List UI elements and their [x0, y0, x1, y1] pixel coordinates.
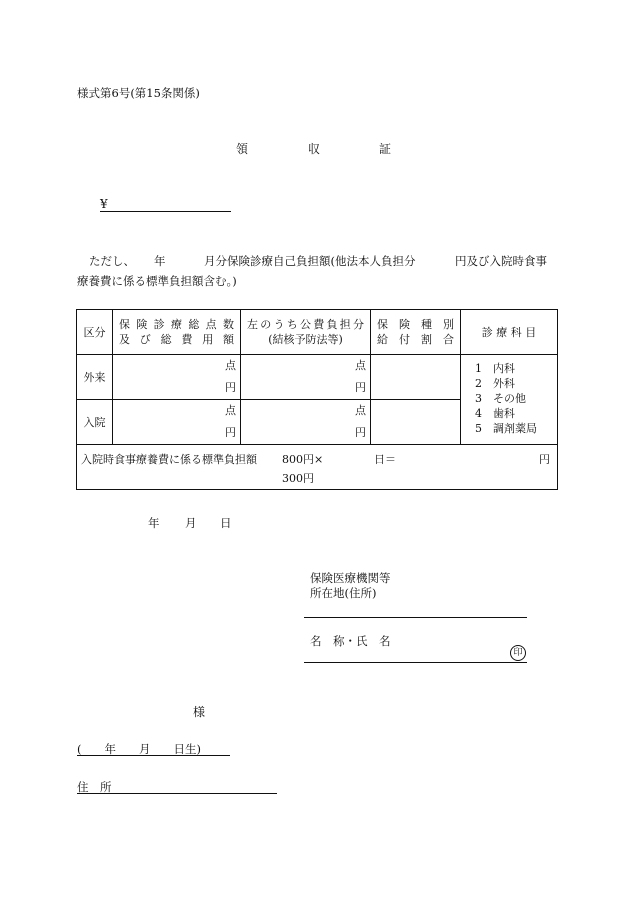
tadashi-lead: ただし、 [89, 254, 135, 268]
header-insurance-line2: 給 付 割 合 [377, 333, 454, 346]
outpatient-public-yen-unit: 円 [241, 377, 371, 400]
inpatient-yen-unit: 円 [113, 422, 241, 445]
name-underline [304, 662, 527, 663]
recipient-address-label: 住 所 [77, 780, 112, 794]
outpatient-points-unit: 点 [113, 355, 241, 378]
meal-cost-row [77, 445, 558, 490]
header-public-line1: 左のうち公費負担分 [247, 318, 364, 331]
title-char-3: 証 [379, 142, 392, 156]
department-item: 4 歯科 [475, 407, 515, 420]
date-year: 年 [148, 516, 160, 530]
department-list [461, 355, 558, 445]
row-outpatient-label: 外来 [77, 355, 113, 400]
department-item: 2 外科 [475, 377, 515, 390]
date-day: 日 [220, 516, 232, 530]
inpatient-public-yen-unit: 円 [241, 422, 371, 445]
department-item: 1 内科 [475, 362, 515, 375]
title-char-1: 領 [236, 142, 249, 156]
tadashi-yen-text: 円及び入院時食事 [455, 254, 547, 268]
seal-mark: 印 [510, 645, 526, 661]
inpatient-points-unit: 点 [113, 400, 241, 423]
address-line [77, 793, 277, 794]
inpatient-insurance-cell [371, 400, 461, 445]
header-points-line2: 及び総費用額 [119, 333, 234, 346]
address-underline [304, 617, 527, 618]
meal-rate-300: 300円 [282, 472, 314, 485]
department-item: 3 その他 [475, 392, 526, 405]
header-public-line2: (結核予防法等) [268, 333, 343, 346]
header-points-line1: 保険診療総点数 [119, 318, 234, 331]
institution-address-label: 所在地(住所) [310, 586, 377, 600]
header-kubun: 区分 [77, 310, 113, 355]
institution-label: 保険医療機関等 [310, 571, 391, 585]
amount-underline [100, 211, 231, 212]
yen-mark: ¥ [100, 197, 108, 211]
header-public [241, 310, 371, 355]
tadashi-month-text: 月分保険診療自己負担額(他法本人負担分 [204, 254, 416, 268]
row-inpatient-label: 入院 [77, 400, 113, 445]
meal-rate-800: 800円× [282, 453, 324, 466]
header-insurance [371, 310, 461, 355]
outpatient-yen-unit: 円 [113, 377, 241, 400]
tadashi-year: 年 [154, 254, 166, 268]
recipient-sama: 様 [193, 705, 206, 719]
date-month: 月 [185, 516, 197, 530]
receipt-table [76, 309, 558, 490]
institution-block [310, 571, 391, 601]
meal-yen: 円 [539, 453, 550, 466]
header-points [113, 310, 241, 355]
title-char-2: 収 [308, 142, 321, 156]
meal-cost-label: 入院時食事療養費に係る標準負担額 [81, 453, 257, 466]
outpatient-insurance-cell [371, 355, 461, 400]
form-number: 様式第6号(第15条関係) [77, 86, 200, 100]
outpatient-public-points-unit: 点 [241, 355, 371, 378]
recipient-birth-date: ( 年 月 日生) [77, 742, 201, 756]
meal-days: 日＝ [374, 453, 396, 466]
inpatient-public-points-unit: 点 [241, 400, 371, 423]
birth-underline [77, 755, 230, 756]
header-departments: 診 療 科 目 [461, 310, 558, 355]
header-insurance-line1: 保 険 種 別 [377, 318, 454, 331]
institution-name-label: 名 称・氏 名 [310, 634, 391, 648]
department-item: 5 調剤薬局 [475, 422, 537, 435]
tadashi-line2: 療養費に係る標準負担額含む。) [77, 274, 237, 288]
